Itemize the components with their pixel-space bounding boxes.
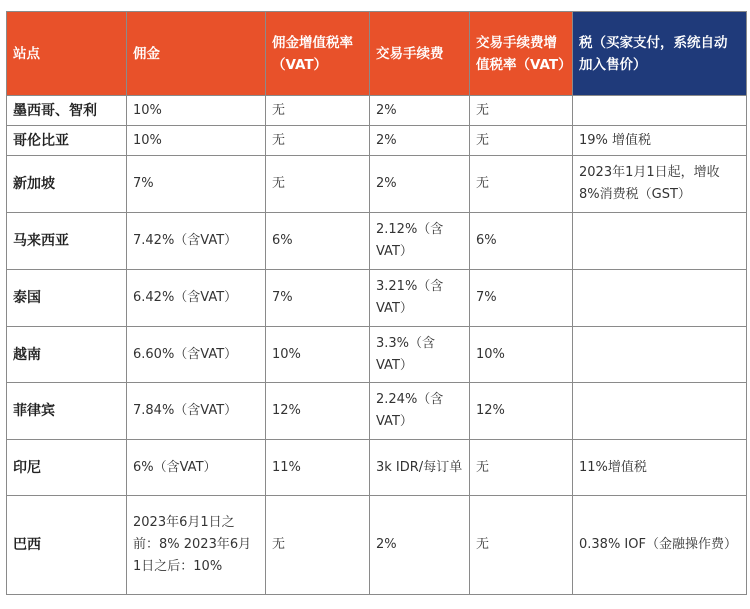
cell-txn-fee: 3k IDR/每订单 [370, 440, 470, 496]
table-row [7, 440, 747, 496]
cell-txn-fee-vat: 12% [470, 383, 573, 440]
cell-commission: 10% [127, 126, 266, 156]
cell-tax [573, 96, 747, 126]
cell-commission-vat: 无 [266, 96, 370, 126]
cell-tax: 19% 增值税 [573, 126, 747, 156]
cell-commission: 7% [127, 156, 266, 213]
cell-txn-fee: 2.12%（含VAT） [370, 213, 470, 270]
cell-txn-fee: 2% [370, 126, 470, 156]
table-row [7, 383, 747, 440]
cell-txn-fee-vat: 无 [470, 156, 573, 213]
cell-site: 哥伦比亚 [7, 126, 127, 156]
fee-table [6, 11, 747, 595]
cell-txn-fee-vat: 6% [470, 213, 573, 270]
cell-tax: 0.38% IOF（金融操作费） [573, 496, 747, 595]
table-row [7, 496, 747, 595]
header-txn-fee: 交易手续费 [370, 12, 470, 96]
cell-commission-vat: 11% [266, 440, 370, 496]
cell-commission-vat: 6% [266, 213, 370, 270]
cell-commission-vat: 无 [266, 496, 370, 595]
table-row [7, 96, 747, 126]
cell-site: 巴西 [7, 496, 127, 595]
header-tax: 税（买家支付，系统自动加入售价） [573, 12, 747, 96]
cell-commission: 10% [127, 96, 266, 126]
cell-tax: 11%增值税 [573, 440, 747, 496]
header-row [7, 12, 747, 96]
cell-txn-fee: 2% [370, 496, 470, 595]
cell-txn-fee: 3.21%（含VAT） [370, 270, 470, 327]
cell-txn-fee-vat: 无 [470, 496, 573, 595]
cell-commission-vat: 无 [266, 156, 370, 213]
cell-site: 越南 [7, 327, 127, 383]
table-row [7, 156, 747, 213]
cell-txn-fee-vat: 10% [470, 327, 573, 383]
cell-txn-fee-vat: 无 [470, 126, 573, 156]
header-txn-fee-vat: 交易手续费增值税率（VAT） [470, 12, 573, 96]
cell-commission: 6.60%（含VAT） [127, 327, 266, 383]
cell-commission: 6.42%（含VAT） [127, 270, 266, 327]
cell-tax [573, 213, 747, 270]
cell-txn-fee: 2% [370, 156, 470, 213]
cell-site: 菲律宾 [7, 383, 127, 440]
cell-site: 新加坡 [7, 156, 127, 213]
header-commission-vat: 佣金增值税率（VAT） [266, 12, 370, 96]
table-row [7, 213, 747, 270]
cell-commission-vat: 无 [266, 126, 370, 156]
table-row [7, 270, 747, 327]
cell-commission-vat: 12% [266, 383, 370, 440]
header-commission: 佣金 [127, 12, 266, 96]
cell-txn-fee-vat: 无 [470, 440, 573, 496]
cell-tax: 2023年1月1日起，增收8%消费税（GST） [573, 156, 747, 213]
cell-tax [573, 383, 747, 440]
cell-site: 印尼 [7, 440, 127, 496]
cell-txn-fee-vat: 无 [470, 96, 573, 126]
cell-tax [573, 270, 747, 327]
cell-site: 泰国 [7, 270, 127, 327]
cell-commission-vat: 10% [266, 327, 370, 383]
table-row [7, 126, 747, 156]
cell-txn-fee: 2% [370, 96, 470, 126]
cell-txn-fee: 3.3%（含VAT） [370, 327, 470, 383]
cell-site: 墨西哥、智利 [7, 96, 127, 126]
cell-tax [573, 327, 747, 383]
fee-table-container [6, 11, 747, 595]
cell-commission: 7.84%（含VAT） [127, 383, 266, 440]
header-site: 站点 [7, 12, 127, 96]
cell-txn-fee-vat: 7% [470, 270, 573, 327]
cell-commission: 6%（含VAT） [127, 440, 266, 496]
cell-site: 马来西亚 [7, 213, 127, 270]
cell-commission: 7.42%（含VAT） [127, 213, 266, 270]
cell-commission-vat: 7% [266, 270, 370, 327]
cell-txn-fee: 2.24%（含VAT） [370, 383, 470, 440]
table-row [7, 327, 747, 383]
cell-commission: 2023年6月1日之前：8% 2023年6月1日之后：10% [127, 496, 266, 595]
